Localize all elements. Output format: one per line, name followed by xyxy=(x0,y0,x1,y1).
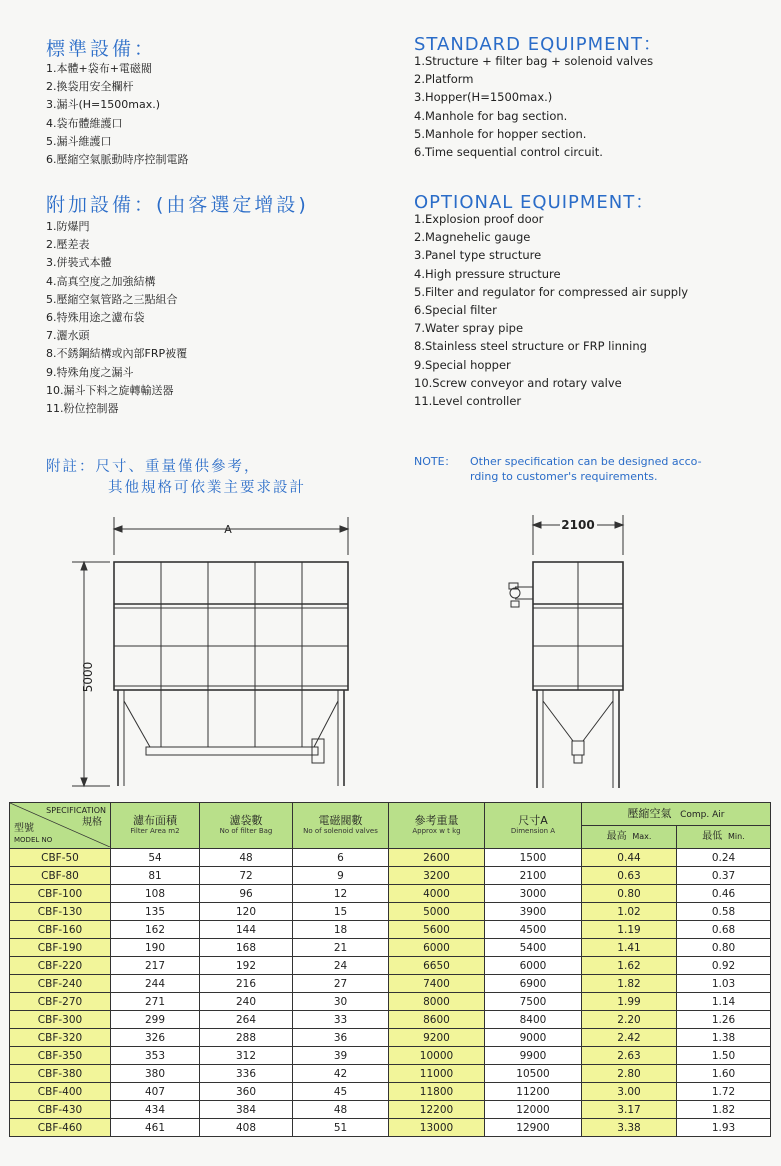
standard-en-list xyxy=(414,52,653,161)
air-max-cell: 3.38 xyxy=(582,1119,677,1137)
list-item: 2.換袋用安全欄杆 xyxy=(46,80,134,94)
table-row xyxy=(10,885,771,903)
weight-cell: 10000 xyxy=(389,1047,485,1065)
solenoid-valves-cell: 15 xyxy=(293,903,389,921)
dimension-a-cell: 11200 xyxy=(485,1083,582,1101)
air-min-cell: 1.50 xyxy=(677,1047,771,1065)
filter-bag-cell: 288 xyxy=(200,1029,293,1047)
filter-area-cell: 461 xyxy=(111,1119,200,1137)
air-max-cell: 1.41 xyxy=(582,939,677,957)
filter-area-cell: 108 xyxy=(111,885,200,903)
dimension-a-cell: 1500 xyxy=(485,849,582,867)
solenoid-valves-cell: 18 xyxy=(293,921,389,939)
note-en-label: NOTE： xyxy=(414,455,456,468)
header-dimension-a: 尺寸A Dimension A xyxy=(485,803,582,849)
model-cell: CBF-300 xyxy=(10,1011,111,1029)
weight-cell: 11000 xyxy=(389,1065,485,1083)
optional-en-list xyxy=(414,210,688,410)
list-item: 7.Water spray pipe xyxy=(414,321,524,336)
dimension-a-cell: 7500 xyxy=(485,993,582,1011)
optional-en-heading: OPTIONAL EQUIPMENT： xyxy=(414,192,655,213)
list-item: 4.High pressure structure xyxy=(414,266,561,281)
filter-area-cell: 190 xyxy=(111,939,200,957)
table-row xyxy=(10,939,771,957)
note-en xyxy=(414,454,702,484)
dimension-a-cell: 9900 xyxy=(485,1047,582,1065)
solenoid-valves-cell: 24 xyxy=(293,957,389,975)
standard-en-heading: STANDARD EQUIPMENT： xyxy=(414,34,662,55)
list-item: 1.Structure + filter bag + solenoid valves xyxy=(414,54,654,68)
air-max-cell: 0.44 xyxy=(582,849,677,867)
filter-area-cell: 81 xyxy=(111,867,200,885)
filter-bag-cell: 216 xyxy=(200,975,293,993)
dimension-a-cell: 10500 xyxy=(485,1065,582,1083)
dimension-a-cell: 6000 xyxy=(485,957,582,975)
filter-bag-cell: 120 xyxy=(200,903,293,921)
list-item: 4.袋布體維護口 xyxy=(46,116,123,130)
table-row xyxy=(10,867,771,885)
air-max-cell: 0.63 xyxy=(582,867,677,885)
weight-cell: 11800 xyxy=(389,1083,485,1101)
table-row xyxy=(10,1119,771,1137)
model-cell: CBF-380 xyxy=(10,1065,111,1083)
list-item: 6.Special filter xyxy=(414,303,497,318)
weight-cell: 6650 xyxy=(389,957,485,975)
table-row xyxy=(10,1101,771,1119)
air-min-cell: 0.68 xyxy=(677,921,771,939)
air-min-cell: 0.37 xyxy=(677,867,771,885)
air-max-cell: 1.19 xyxy=(582,921,677,939)
filter-area-cell: 299 xyxy=(111,1011,200,1029)
filter-area-cell: 244 xyxy=(111,975,200,993)
dimension-a-cell: 12000 xyxy=(485,1101,582,1119)
note-en-line2: rding to customer's requirements. xyxy=(470,470,658,483)
model-cell: CBF-350 xyxy=(10,1047,111,1065)
solenoid-valves-cell: 27 xyxy=(293,975,389,993)
list-item: 11.Level controller xyxy=(414,394,522,409)
air-min-cell: 1.72 xyxy=(677,1083,771,1101)
model-cell: CBF-460 xyxy=(10,1119,111,1137)
corner-model-zh: 型號 xyxy=(14,823,34,834)
header-solenoid-valves: 電磁閥數 No of solenoid valves xyxy=(293,803,389,849)
list-item: 3.Hopper(H=1500max.) xyxy=(414,90,553,105)
filter-bag-cell: 408 xyxy=(200,1119,293,1137)
list-item: 5.漏斗維護口 xyxy=(46,134,112,148)
air-min-cell: 1.14 xyxy=(677,993,771,1011)
model-cell: CBF-220 xyxy=(10,957,111,975)
air-max-cell: 3.17 xyxy=(582,1101,677,1119)
filter-area-cell: 353 xyxy=(111,1047,200,1065)
list-item: 1.防爆門 xyxy=(46,220,90,233)
header-air-max: 最高 Max. xyxy=(582,826,677,849)
list-item: 9.Special hopper xyxy=(414,357,511,372)
dimension-a-label: A xyxy=(224,523,232,536)
optional-zh-list xyxy=(46,218,187,418)
header-filter-area: 濾布面積 Filter Area m2 xyxy=(111,803,200,849)
solenoid-valves-cell: 48 xyxy=(293,1101,389,1119)
solenoid-valves-cell: 36 xyxy=(293,1029,389,1047)
note-zh-line2: 其他規格可依業主要求設計 xyxy=(108,480,306,496)
header-air-min: 最低 Min. xyxy=(677,826,771,849)
weight-cell: 5600 xyxy=(389,921,485,939)
solenoid-valves-cell: 30 xyxy=(293,993,389,1011)
weight-cell: 3200 xyxy=(389,867,485,885)
weight-cell: 8000 xyxy=(389,993,485,1011)
filter-bag-cell: 384 xyxy=(200,1101,293,1119)
list-item: 3.併裝式本體 xyxy=(46,256,112,270)
model-cell: CBF-80 xyxy=(10,867,111,885)
model-cell: CBF-100 xyxy=(10,885,111,903)
table-row xyxy=(10,1065,771,1083)
header-filter-bag: 濾袋數 No of filter Bag xyxy=(200,803,293,849)
table-body xyxy=(10,849,771,1137)
model-cell: CBF-400 xyxy=(10,1083,111,1101)
table-row xyxy=(10,1083,771,1101)
model-cell: CBF-320 xyxy=(10,1029,111,1047)
filter-area-cell: 380 xyxy=(111,1065,200,1083)
filter-bag-cell: 96 xyxy=(200,885,293,903)
header-comp-air: 壓縮空氣 Comp. Air xyxy=(582,803,771,826)
list-item: 1.本體+袋布+電磁閥 xyxy=(46,62,152,75)
list-item: 11.粉位控制器 xyxy=(46,402,119,416)
dimension-a-cell: 2100 xyxy=(485,867,582,885)
optional-zh-heading: 附加設備：(由客選定增設) xyxy=(46,194,309,216)
table-row xyxy=(10,1029,771,1047)
list-item: 10.Screw conveyor and rotary valve xyxy=(414,375,622,390)
air-min-cell: 1.82 xyxy=(677,1101,771,1119)
side-elevation-drawing xyxy=(495,505,635,795)
front-elevation-drawing xyxy=(60,505,380,795)
specification-table xyxy=(9,802,771,1137)
air-max-cell: 0.80 xyxy=(582,885,677,903)
weight-cell: 9200 xyxy=(389,1029,485,1047)
table-row xyxy=(10,957,771,975)
model-cell: CBF-240 xyxy=(10,975,111,993)
model-cell: CBF-50 xyxy=(10,849,111,867)
table-row xyxy=(10,921,771,939)
air-min-cell: 0.58 xyxy=(677,903,771,921)
list-item: 5.Manhole for hopper section. xyxy=(414,126,587,141)
list-item: 8.Stainless steel structure or FRP linning xyxy=(414,339,647,354)
dimension-a-cell: 5400 xyxy=(485,939,582,957)
corner-model-en: MODEL NO xyxy=(14,836,53,844)
filter-bag-cell: 264 xyxy=(200,1011,293,1029)
header-weight: 參考重量 Approx w t kg xyxy=(389,803,485,849)
table-row xyxy=(10,1011,771,1029)
model-cell: CBF-160 xyxy=(10,921,111,939)
filter-bag-cell: 192 xyxy=(200,957,293,975)
table-row xyxy=(10,993,771,1011)
air-min-cell: 0.46 xyxy=(677,885,771,903)
solenoid-valves-cell: 39 xyxy=(293,1047,389,1065)
filter-bag-cell: 336 xyxy=(200,1065,293,1083)
note-en-line1: Other specification can be designed acco- xyxy=(470,455,702,468)
list-item: 4.Manhole for bag section. xyxy=(414,108,568,123)
filter-bag-cell: 360 xyxy=(200,1083,293,1101)
solenoid-valves-cell: 45 xyxy=(293,1083,389,1101)
air-max-cell: 2.42 xyxy=(582,1029,677,1047)
air-max-cell: 2.63 xyxy=(582,1047,677,1065)
weight-cell: 2600 xyxy=(389,849,485,867)
standard-zh-list xyxy=(46,60,189,169)
model-cell: CBF-130 xyxy=(10,903,111,921)
weight-cell: 6000 xyxy=(389,939,485,957)
air-max-cell: 2.20 xyxy=(582,1011,677,1029)
table-row xyxy=(10,975,771,993)
standard-zh-heading: 標準設備： xyxy=(46,38,157,60)
corner-spec-zh: 規格 xyxy=(82,817,102,828)
list-item: 3.漏斗(H=1500max.) xyxy=(46,98,161,112)
note-zh xyxy=(46,457,306,499)
list-item: 10.漏斗下料之旋轉輸送器 xyxy=(46,383,174,397)
air-max-cell: 1.62 xyxy=(582,957,677,975)
air-min-cell: 0.80 xyxy=(677,939,771,957)
weight-cell: 12200 xyxy=(389,1101,485,1119)
list-item: 5.Filter and regulator for compressed air supply xyxy=(414,284,689,299)
list-item: 2.Platform xyxy=(414,72,474,87)
air-max-cell: 2.80 xyxy=(582,1065,677,1083)
list-item: 7.灑水頭 xyxy=(46,329,90,343)
model-cell: CBF-430 xyxy=(10,1101,111,1119)
solenoid-valves-cell: 51 xyxy=(293,1119,389,1137)
dimension-a-cell: 8400 xyxy=(485,1011,582,1029)
air-min-cell: 1.60 xyxy=(677,1065,771,1083)
list-item: 9.特殊角度之漏斗 xyxy=(46,365,134,379)
weight-cell: 4000 xyxy=(389,885,485,903)
dimension-a-cell: 3900 xyxy=(485,903,582,921)
list-item: 1.Explosion proof door xyxy=(414,212,544,226)
list-item: 6.特殊用途之濾布袋 xyxy=(46,311,145,325)
filter-bag-cell: 240 xyxy=(200,993,293,1011)
model-cell: CBF-270 xyxy=(10,993,111,1011)
dimension-a-cell: 4500 xyxy=(485,921,582,939)
air-min-cell: 0.92 xyxy=(677,957,771,975)
filter-area-cell: 217 xyxy=(111,957,200,975)
dimension-a-cell: 12900 xyxy=(485,1119,582,1137)
filter-area-cell: 162 xyxy=(111,921,200,939)
note-zh-line1: 附註：尺寸、重量僅供參考， xyxy=(46,459,261,475)
air-min-cell: 1.03 xyxy=(677,975,771,993)
filter-area-cell: 326 xyxy=(111,1029,200,1047)
air-max-cell: 1.99 xyxy=(582,993,677,1011)
dimension-a-cell: 3000 xyxy=(485,885,582,903)
air-min-cell: 1.93 xyxy=(677,1119,771,1137)
filter-area-cell: 407 xyxy=(111,1083,200,1101)
table-row xyxy=(10,903,771,921)
list-item: 8.不銹鋼結構或內部FRP被覆 xyxy=(46,347,188,361)
weight-cell: 13000 xyxy=(389,1119,485,1137)
solenoid-valves-cell: 9 xyxy=(293,867,389,885)
air-max-cell: 1.82 xyxy=(582,975,677,993)
filter-area-cell: 54 xyxy=(111,849,200,867)
solenoid-valves-cell: 21 xyxy=(293,939,389,957)
solenoid-valves-cell: 33 xyxy=(293,1011,389,1029)
filter-bag-cell: 312 xyxy=(200,1047,293,1065)
filter-bag-cell: 144 xyxy=(200,921,293,939)
dimension-a-cell: 9000 xyxy=(485,1029,582,1047)
filter-bag-cell: 48 xyxy=(200,849,293,867)
weight-cell: 7400 xyxy=(389,975,485,993)
weight-cell: 5000 xyxy=(389,903,485,921)
table-row xyxy=(10,1047,771,1065)
filter-bag-cell: 168 xyxy=(200,939,293,957)
list-item: 2.壓差表 xyxy=(46,238,90,252)
corner-spec-label: SPECIFICATION xyxy=(46,806,106,815)
dimension-2100-label: 2100 xyxy=(561,518,595,532)
list-item: 3.Panel type structure xyxy=(414,248,542,263)
filter-area-cell: 271 xyxy=(111,993,200,1011)
list-item: 4.高真空度之加強結構 xyxy=(46,274,156,288)
air-max-cell: 3.00 xyxy=(582,1083,677,1101)
weight-cell: 8600 xyxy=(389,1011,485,1029)
dimension-a-cell: 6900 xyxy=(485,975,582,993)
filter-bag-cell: 72 xyxy=(200,867,293,885)
filter-area-cell: 135 xyxy=(111,903,200,921)
solenoid-valves-cell: 6 xyxy=(293,849,389,867)
air-min-cell: 1.38 xyxy=(677,1029,771,1047)
filter-area-cell: 434 xyxy=(111,1101,200,1119)
list-item: 6.Time sequential control circuit. xyxy=(414,145,603,160)
list-item: 2.Magnehelic gauge xyxy=(414,230,531,245)
list-item: 6.壓縮空氣脈動時序控制電路 xyxy=(46,153,189,167)
list-item: 5.壓縮空氣管路之三點組合 xyxy=(46,292,178,306)
air-max-cell: 1.02 xyxy=(582,903,677,921)
model-cell: CBF-190 xyxy=(10,939,111,957)
solenoid-valves-cell: 12 xyxy=(293,885,389,903)
air-min-cell: 1.26 xyxy=(677,1011,771,1029)
solenoid-valves-cell: 42 xyxy=(293,1065,389,1083)
table-row xyxy=(10,849,771,867)
dimension-height-label: 5000 xyxy=(81,661,95,693)
air-min-cell: 0.24 xyxy=(677,849,771,867)
table-corner-cell xyxy=(10,803,111,849)
